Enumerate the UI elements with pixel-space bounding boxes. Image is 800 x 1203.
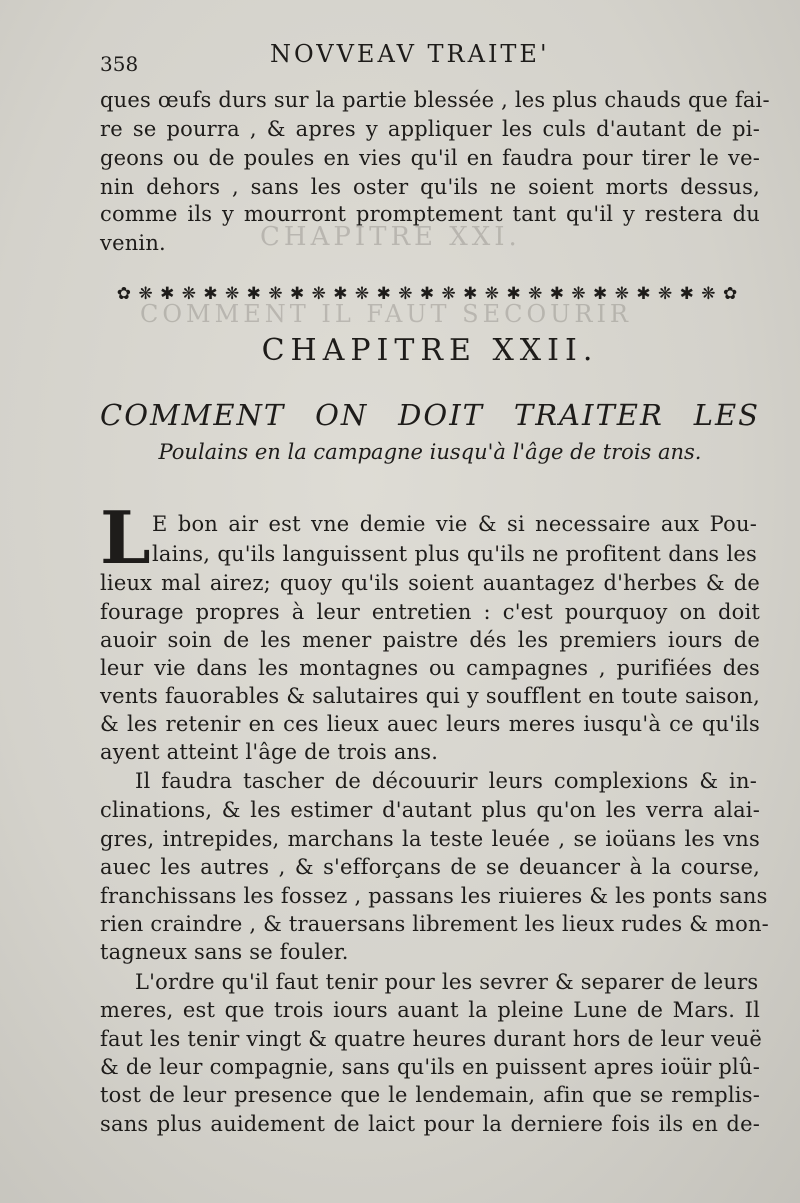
drop-cap: L [100,495,151,580]
text-line: re se pourra , & apres y appliquer les culs d'autant de pi- [100,117,760,141]
bleed-through: CHAPITRE XXI. [260,222,521,252]
text-line: gres, intrepides, marchans la teste leuée , se ioüans les vns [100,827,760,851]
text-line: auec les autres , & s'efforçans de se deuancer à la course, [100,855,760,879]
text-line: ayent atteint l'âge de trois ans. [100,740,439,764]
text-line: Il faudra tascher de découurir leurs complexions & in- [135,769,757,793]
text-line: & de leur compagnie, sans qu'ils en puissent apres ioüir plû- [100,1055,760,1079]
chapter-heading: CHAPITRE XXII. [261,333,599,368]
text-line: L'ordre qu'il faut tenir pour les sevrer & separer de leurs [135,970,759,994]
text-line: lains, qu'ils languissent plus qu'ils ne profitent dans les [152,542,757,566]
text-line: sans plus auidement de laict pour la derniere fois ils en de- [100,1112,760,1136]
text-line: vents fauorables & salutaires qui y soufflent en toute saison, [100,684,760,708]
text-line: lieux mal airez; quoy qu'ils soient auantagez d'herbes & de [100,571,760,595]
text-line: tagneux sans se fouler. [100,940,349,964]
text-line: geons ou de poules en vies qu'il en faudra pour tirer le ve- [100,146,760,170]
text-line: clinations, & les estimer d'autant plus qu'on les verra alai- [100,798,760,822]
text-line: E bon air est vne demie vie & si necessaire aux Pou- [152,512,757,536]
text-line: tost de leur presence que le lendemain, afin que se remplis- [100,1083,760,1107]
text-line: & les retenir en ces lieux auec leurs meres iusqu'à ce qu'ils [100,712,760,736]
text-line: leur vie dans les montagnes ou campagnes , purifiées des [100,656,760,680]
text-line: meres, est que trois iours auant la pleine Lune de Mars. Il [100,998,760,1022]
page-number: 358 [100,52,139,76]
text-line: ques œufs durs sur la partie blessée , les plus chauds que fai- [100,88,770,112]
running-title: NOVVEAV TRAITE' [270,40,550,68]
text-line: franchissans les fossez , passans les riuieres & les ponts sans [100,884,768,908]
text-line: faut les tenir vingt & quatre heures durant hors de leur veuë [100,1027,763,1051]
ornamental-divider: ✿ ❋ ✱ ❋ ✱ ❋ ✱ ❋ ✱ ❋ ✱ ❋ ✱ ❋ ✱ ❋ ✱ ❋ ✱ ❋ ✱ ❋ ✱ ❋ ✱ ❋ ✱ ❋ ✿ [116,284,739,304]
text-line: rien craindre , & trauersans librement les lieux rudes & mon- [100,912,769,936]
text-line: nin dehors , sans les oster qu'ils ne soient morts dessus, [100,175,760,199]
text-line: auoir soin de les mener paistre dés les premiers iours de [100,628,760,652]
text-line: venin. [100,231,166,255]
text-line: fourage propres à leur entretien : c'est pourquoy on doit [100,600,760,624]
bleed-through: COMMENT IL FAUT SECOURIR [140,300,632,328]
chapter-subtitle-line: Poulains en la campagne iusqu'à l'âge de trois ans. [158,440,702,464]
text-line: comme ils y mourront promptement tant qu'il y restera du [100,202,760,226]
chapter-title-line: COMMENT ON DOIT TRAITER LES [100,398,760,432]
